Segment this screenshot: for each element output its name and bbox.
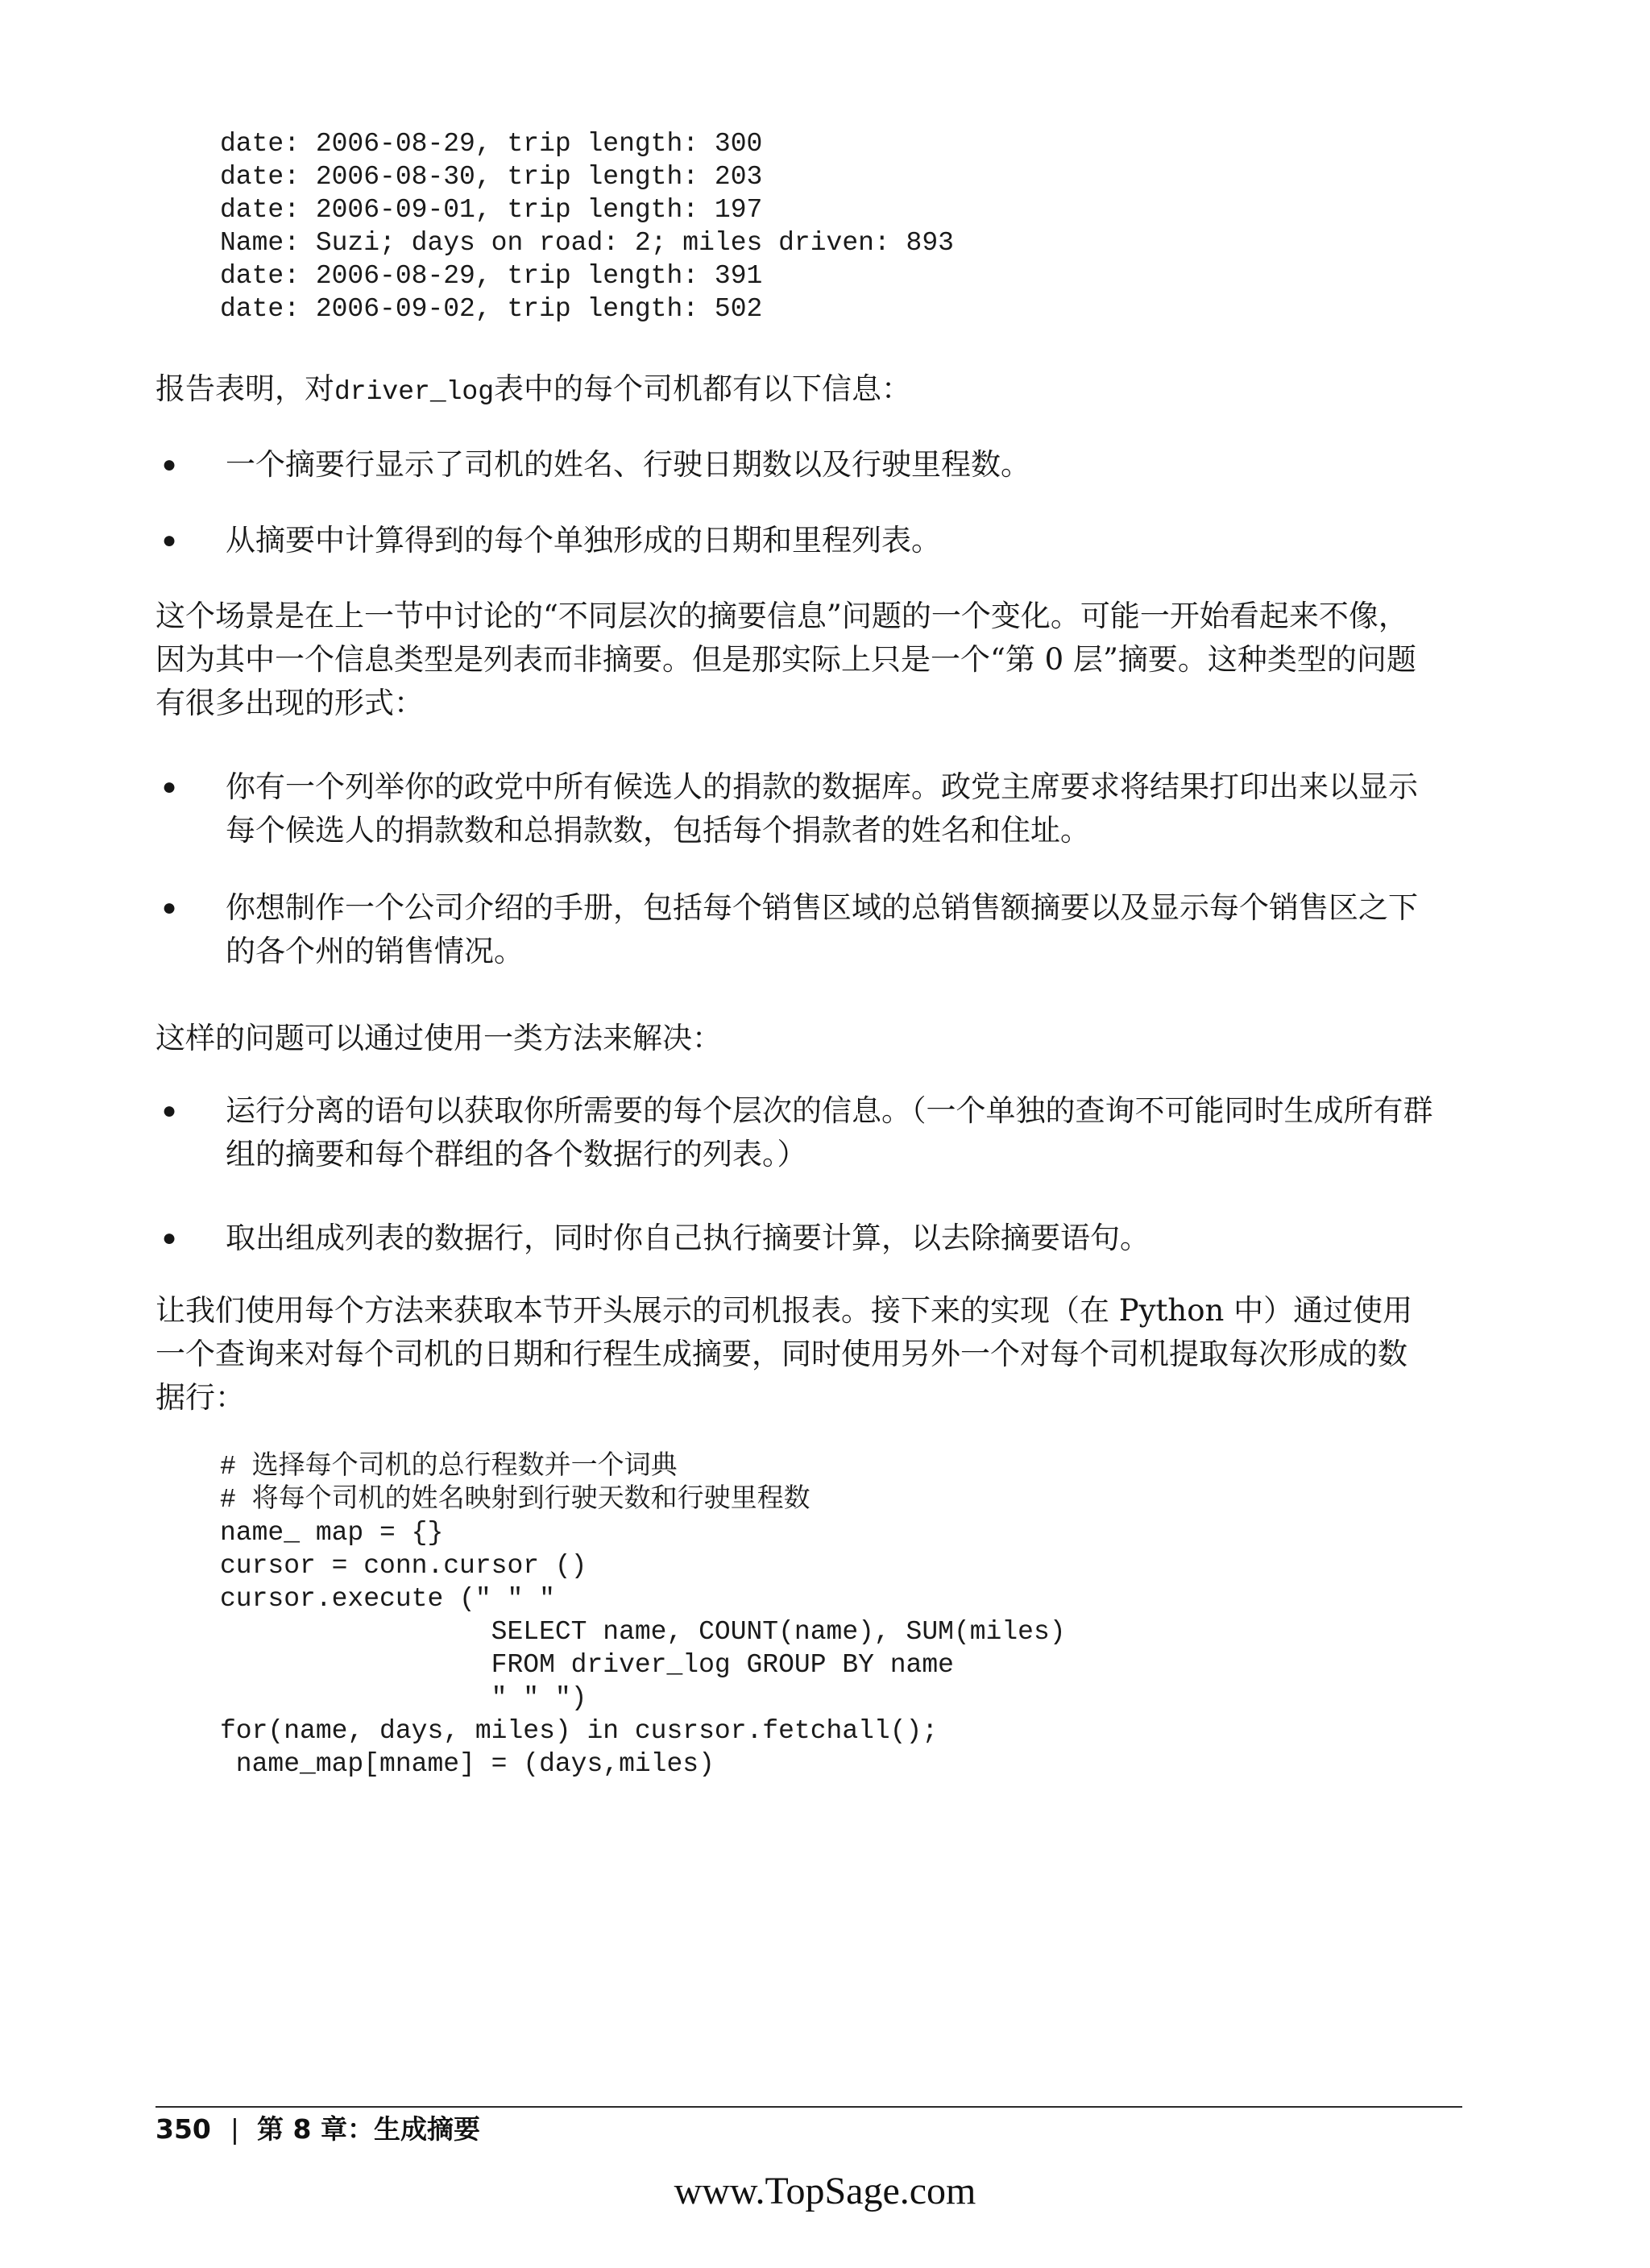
code-output-block: [220, 127, 954, 325]
bullet-icon: ●: [162, 1225, 177, 1251]
list-item: [155, 519, 1436, 562]
body-paragraph: 让我们使用每个方法来获取本节开头展示的司机报表。接下来的实现（在 Python 中）通过使用一个查询来对每个司机的日期和行程生成摘要，同时使用另外一个对每个司机提取每次形成的数据行：: [155, 1293, 1413, 1415]
list-item-text: 从摘要中计算得到的每个单独形成的日期和里程列表。: [226, 523, 941, 558]
python-code-block: [220, 1450, 1066, 1781]
intro-inline-code: driver_log: [334, 377, 495, 407]
list-item-text: 你想制作一个公司介绍的手册，包括每个销售区域的总销售额摘要以及显示每个销售区之下的各个州的销售情况。: [226, 890, 1418, 968]
code-line: date: 2006-08-30, trip length: 203: [220, 162, 763, 192]
code-line: date: 2006-08-29, trip length: 391: [220, 261, 763, 291]
list-item-text: 你有一个列举你的政党中所有候选人的捐款的数据库。政党主席要求将结果打印出来以显示每个候选人的捐款数和总捐款数，包括每个捐款者的姓名和住址。: [226, 769, 1418, 848]
code-line: FROM driver_log GROUP BY name: [220, 1650, 954, 1680]
list-item: [155, 1089, 1436, 1176]
code-line: for(name, days, miles) in cusrsor.fetchall();: [220, 1716, 939, 1746]
list-item-text: 运行分离的语句以获取你所需要的每个层次的信息。（一个单独的查询不可能同时生成所有群组的摘要和每个群组的各个数据行的列表。）: [226, 1093, 1433, 1171]
intro-text-before: 报告表明，对: [155, 371, 334, 406]
bullet-icon: ●: [162, 451, 177, 478]
list-item: [155, 886, 1436, 973]
code-line: cursor = conn.cursor (): [220, 1551, 587, 1581]
list-item: [155, 1217, 1436, 1260]
list-item: [155, 765, 1436, 852]
list-item: [155, 443, 1436, 487]
code-line: SELECT name, COUNT(name), SUM(miles): [220, 1617, 1066, 1647]
list-item-text: 取出组成列表的数据行，同时你自己执行摘要计算，以去除摘要语句。: [226, 1221, 1150, 1255]
bullet-icon: ●: [162, 773, 177, 800]
code-line: cursor.execute (" " ": [220, 1584, 555, 1614]
body-paragraph: 这个场景是在上一节中讨论的“不同层次的摘要信息”问题的一个变化。可能一开始看起来不像，因为其中一个信息类型是列表而非摘要。但是那实际上只是一个“第 0 层”摘要。这种类型的问题有很多出现的形式：: [155, 599, 1416, 720]
page-footer: [155, 2109, 480, 2150]
code-line: # 将每个司机的姓名映射到行驶天数和行驶里程数: [220, 1485, 810, 1515]
list-item-text: 一个摘要行显示了司机的姓名、行驶日期数以及行驶里程数。: [226, 447, 1030, 482]
page-number: 350: [155, 2113, 211, 2145]
bullet-icon: ●: [162, 527, 177, 554]
code-line: date: 2006-09-01, trip length: 197: [220, 195, 763, 225]
bullet-icon: ●: [162, 1097, 177, 1124]
code-line: name_map[mname] = (days,miles): [220, 1749, 715, 1779]
code-line: Name: Suzi; days on road: 2; miles driven: 893: [220, 228, 954, 258]
code-line: date: 2006-09-02, trip length: 502: [220, 294, 763, 324]
intro-text-after: 表中的每个司机都有以下信息：: [494, 371, 912, 406]
code-line: # 选择每个司机的总行程数并一个词典: [220, 1452, 678, 1482]
footer-divider: [155, 2106, 1462, 2108]
footer-separator: |: [230, 2113, 240, 2145]
chapter-title: 第 8 章：生成摘要: [257, 2113, 480, 2145]
intro-paragraph: [155, 367, 1436, 414]
code-line: date: 2006-08-29, trip length: 300: [220, 129, 763, 159]
watermark-url: www.TopSage.com: [674, 2170, 976, 2212]
code-line: name_ map = {}: [220, 1518, 444, 1548]
body-paragraph: 这样的问题可以通过使用一类方法来解决：: [155, 1021, 722, 1055]
bullet-icon: ●: [162, 894, 177, 921]
code-line: " " "): [220, 1683, 587, 1713]
